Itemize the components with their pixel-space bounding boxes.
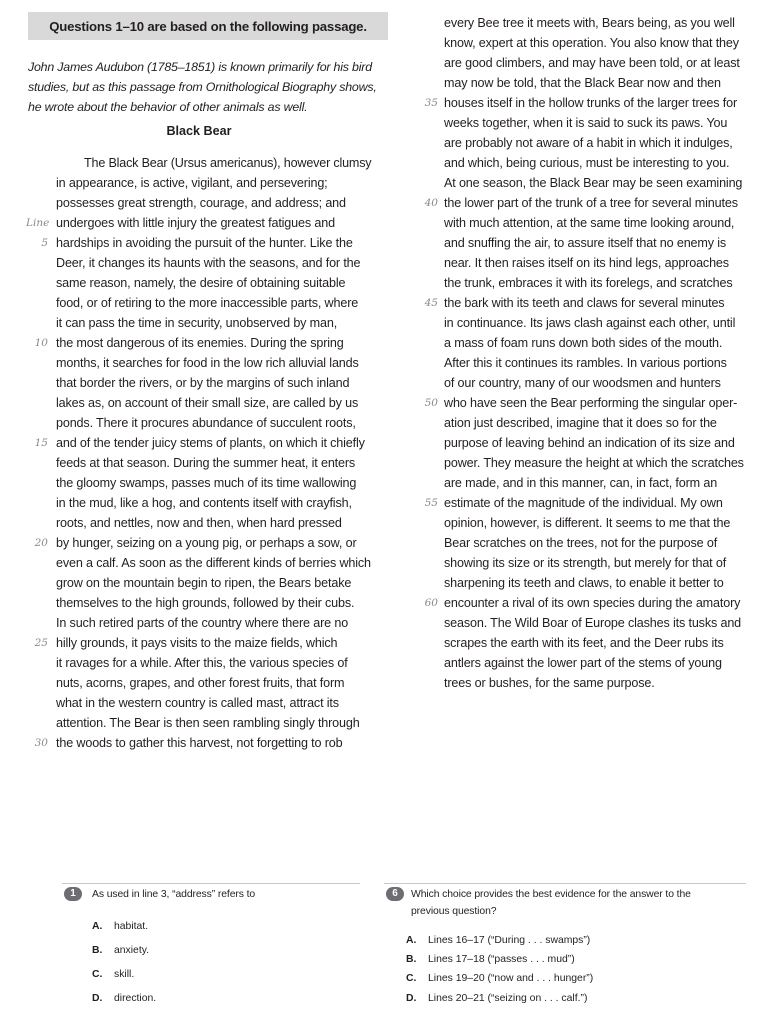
question-divider [62,883,360,884]
passage-line: it can pass the time in security, unobserved by man, [56,316,338,330]
passage-line: feeds at that season. During the summer heat, it enters [56,456,356,470]
passage-line: hardships in avoiding the pursuit of the hunter. Like the [56,236,353,250]
line-number: 35 [424,97,438,109]
passage-line: that border the rivers, or by the margins of such inland [56,376,350,390]
choice-letter: A. [406,935,417,946]
passage-line: near. It then raises itself on its hind legs, approaches [444,256,729,270]
passage-line: power. They measure the height at which the scratches [444,456,744,470]
line-number: Line [26,217,50,229]
line-number: 10 [34,337,48,349]
passage-line: In such retired parts of the country where there are no [56,616,349,630]
choice-letter: C. [92,969,103,980]
passage-line: attention. The Bear is then seen rambling singly through [56,716,360,730]
passage-line: scrapes the earth with its feet, and the Deer rubs its [444,636,724,650]
intro-line: he wrote about the behavior of other animals as well. [28,100,308,114]
passage-line: who have seen the Bear performing the singular oper- [444,396,738,410]
choice-letter: C. [406,973,417,984]
passage-line: sharpening its teeth and claws, to enable it better to [444,576,724,590]
choice-letter: A. [92,921,103,932]
choice-text: Lines 16–17 (“During . . . swamps”) [428,935,591,946]
passage-line: the woods to gather this harvest, not forgetting to rob [56,736,343,750]
passage-line: grow on the mountain begin to ripen, the Bears betake [56,576,352,590]
passage-line: the gloomy swamps, passes much of its time wallowing [56,476,357,490]
answer-choice[interactable] [92,944,149,958]
passage-line: the bark with its teeth and claws for several minutes [444,296,725,310]
passage-line: antlers against the lower part of the stems of young [444,656,722,670]
question-stem: As used in line 3, “address” refers to [92,889,256,900]
passage-line: the lower part of the trunk of a tree for several minutes [444,196,738,210]
passage-line: and of the tender juicy stems of plants, on which it chiefly [56,436,365,450]
passage-line: opinion, however, is different. It seems to me that the [444,516,731,530]
answer-choice[interactable] [92,992,156,1006]
choice-text: habitat. [114,921,149,932]
passage-line: even a calf. As soon as the different kinds of berries which [56,556,371,570]
answer-choice[interactable] [406,934,590,948]
passage-line: undergoes with little injury the greatest fatigues and [56,216,335,230]
passage-line: At one season, the Black Bear may be seen examining [444,176,743,190]
passage-line: with much attention, at the same time looking around, [444,216,735,230]
passage-line: season. The Wild Boar of Europe clashes its tusks and [444,616,742,630]
passage-intro [28,57,393,117]
choice-letter: B. [92,945,103,956]
choice-text: skill. [114,969,135,980]
passage-header [28,12,388,40]
line-number: 40 [424,197,438,209]
question-stem: Which choice provides the best evidence for the answer to the previous question? [411,889,691,917]
passage-line: the most dangerous of its enemies. During the spring [56,336,344,350]
passage-line: The Black Bear (Ursus americanus), however clumsy [84,156,372,170]
passage-line: know, expert at this operation. You also know that they [444,36,739,50]
passage-line: trees or bushes, for the same purpose. [444,676,655,690]
passage-line: Bear scratches on the trees, not for the purpose of [444,536,718,550]
passage-line: it ravages for a while. After this, the various species of [56,656,348,670]
passage-line: encounter a rival of its own species during the amatory [444,596,741,610]
passage-line: the trunk, embraces it with its forelegs, and scratches [444,276,733,290]
answer-choice[interactable] [406,953,575,967]
passage-line: what in the western country is called mast, attract its [56,696,339,710]
passage-line: weeks together, when it is said to suck its paws. You [444,116,728,130]
line-number: 25 [34,637,48,649]
passage-line: estimate of the magnitude of the individual. My own [444,496,723,510]
passage-line: a mass of foam runs down both sides of the mouth. [444,336,723,350]
line-number: 20 [34,537,48,549]
passage-line: months, it searches for food in the low rich alluvial lands [56,356,359,370]
line-number: 15 [34,437,48,449]
answer-choice[interactable] [92,920,148,934]
passage-line: of our country, many of our woodsmen and hunters [444,376,721,390]
passage-line: every Bee tree it meets with, Bears being, as you well [444,16,735,30]
question-number-badge: 6 [386,887,404,901]
passage-line: purpose of leaving behind an indication of its size and [444,436,735,450]
passage-line: food, or of retiring to the more inaccessible parts, where [56,296,359,310]
line-number: 5 [41,237,48,249]
line-number: 50 [424,397,438,409]
answer-choice[interactable] [92,968,134,982]
passage-line: possesses great strength, courage, and address; and [56,196,346,210]
passage-line: are probably not aware of a habit in which it indulges, [444,136,733,150]
choice-letter: B. [406,954,417,965]
choice-text: Lines 20–21 (“seizing on . . . calf.”) [428,993,588,1004]
passage-title: Black Bear [166,124,232,138]
question-divider [384,883,746,884]
passage-line: by hunger, seizing on a young pig, or perhaps a sow, or [56,536,357,550]
passage-line: may now be told, that the Black Bear now and then [444,76,721,90]
passage-line: in the mud, like a hog, and contents itself with crayfish, [56,496,352,510]
passage-line: in appearance, is active, vigilant, and persevering; [56,176,328,190]
passage-line: nuts, acorns, grapes, and other forest fruits, that form [56,676,345,690]
passage-line: same reason, namely, the desire of obtaining suitable [56,276,346,290]
passage-line: hilly grounds, it pays visits to the maize fields, which [56,636,338,650]
question-number-badge: 1 [64,887,82,901]
passage-line: ponds. There it procures abundance of succulent roots, [56,416,356,430]
line-number: 45 [424,297,438,309]
passage-line: ation just described, imagine that it does so for the [444,416,717,430]
passage-line: themselves to the high grounds, followed by their cubs. [56,596,355,610]
intro-line: studies, but as this passage from Ornithological Biography shows, [28,80,377,94]
choice-text: direction. [114,993,157,1004]
choice-text: Lines 19–20 (“now and . . . hunger”) [428,973,594,984]
passage-line: are made, and in this manner, can, in fact, form an [444,476,718,490]
answer-choice[interactable] [406,992,587,1006]
choice-text: anxiety. [114,945,150,956]
intro-line: John James Audubon (1785–1851) is known primarily for his bird [28,60,372,74]
passage-line: and which, being curious, must be interesting to you. [444,156,730,170]
choice-letter: D. [406,993,417,1004]
line-number: 30 [34,737,48,749]
line-number: 60 [424,597,438,609]
passage-line: Deer, it changes its haunts with the seasons, and for the [56,256,361,270]
line-number: 55 [424,497,438,509]
passage-line: houses itself in the hollow trunks of the larger trees for [444,96,738,110]
passage-line: lakes as, on account of their small size, are called by us [56,396,359,410]
passage-line: in continuance. Its jaws clash against each other, until [444,316,736,330]
answer-choice[interactable] [406,972,593,986]
passage-line: showing its size or its strength, but merely for that of [444,556,727,570]
choice-text: Lines 17–18 (“passes . . . mud”) [428,954,575,965]
passage-line: are good climbers, and may have been told, or at least [444,56,740,70]
passage-header-title: Questions 1–10 are based on the following passage. [49,18,367,34]
passage-line: roots, and nettles, now and then, when hard pressed [56,516,342,530]
choice-letter: D. [92,993,103,1004]
passage-line: and snuffing the air, to assure itself that no enemy is [444,236,727,250]
passage-line: After this it continues its rambles. In various portions [444,356,727,370]
